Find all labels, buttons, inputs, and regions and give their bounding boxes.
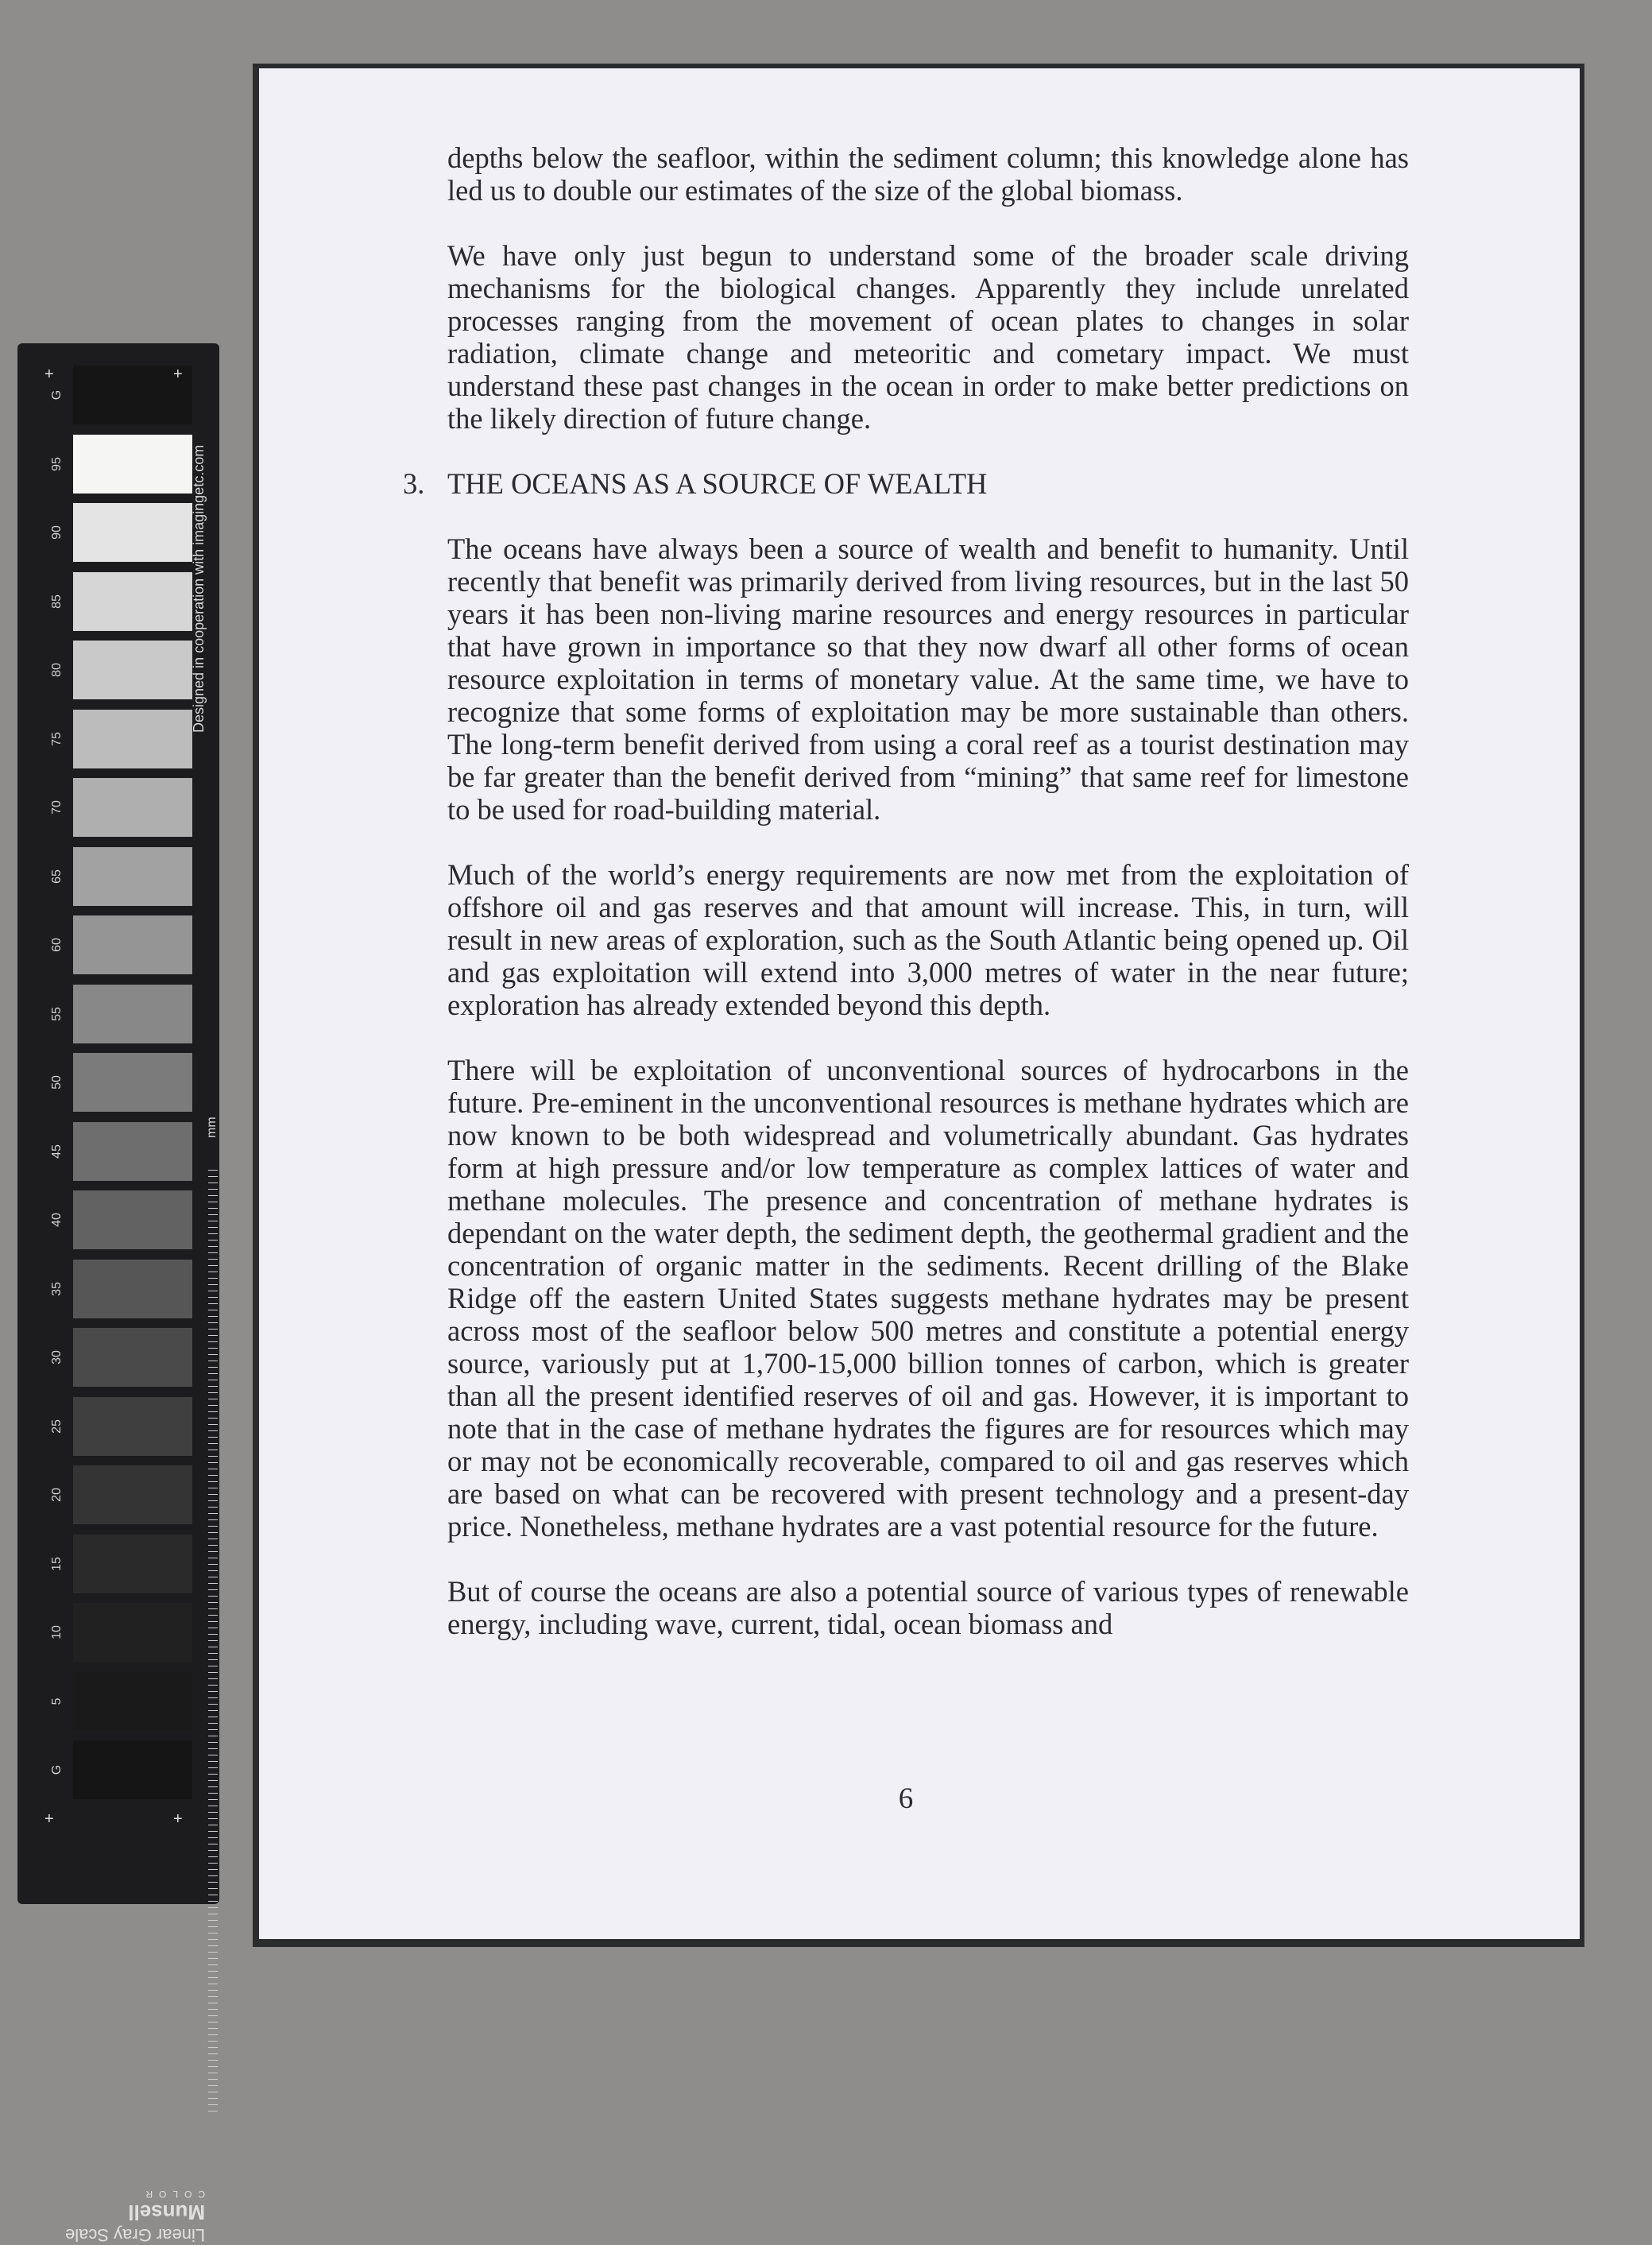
- gray-patch: [73, 503, 192, 562]
- registration-mark: +: [44, 1810, 54, 1828]
- gray-patch: [73, 641, 192, 699]
- section-heading: [403, 467, 1409, 500]
- gray-patch-label: 35: [50, 1281, 64, 1296]
- paragraph: We have only just begun to understand some of the broader scale driving mechanisms for the biological changes. Apparently they include unrelated processes ranging from the movement of ocean plates to changes in solar radiation, climate change and meteoritic and cometary impact. We must understand these past changes in the ocean in order to make better predictions on the likely direction of future change.: [447, 239, 1409, 435]
- document-body: [403, 141, 1409, 1673]
- gray-patch-label: 25: [50, 1419, 64, 1434]
- gray-patch: [73, 1053, 192, 1112]
- gray-patch-label: 15: [50, 1556, 64, 1571]
- gray-patch-label: 20: [50, 1488, 64, 1502]
- gray-patch-label: 85: [50, 594, 64, 609]
- gray-patch-label: 70: [50, 800, 64, 815]
- paragraph: But of course the oceans are also a potential source of various types of renewable energy, including wave, current, tidal, ocean biomass and: [447, 1575, 1409, 1640]
- gray-patch-label: 80: [50, 663, 64, 677]
- gray-scale-card: G 95 90 85 80 75 70 65 60 55 50 45 40 35 30 25 20 15 10 5 G + + + + mm Designed in cooperation with imagingetc.com Linear Gray Scale Munsell COLOR: [17, 343, 219, 1904]
- gray-patch-label: G: [50, 389, 64, 401]
- gray-patch: [73, 1740, 192, 1799]
- gray-patch-label: 55: [50, 1006, 64, 1021]
- registration-mark: +: [44, 366, 54, 383]
- ruler-unit: mm: [205, 1117, 219, 1138]
- gray-patch-label: 50: [50, 1075, 64, 1090]
- gray-patch-label: 30: [50, 1350, 64, 1364]
- munsell-brand: [65, 2189, 205, 2245]
- gray-patch: [73, 1397, 192, 1456]
- gray-patch: [73, 985, 192, 1043]
- gray-patch-label: 95: [50, 456, 64, 471]
- registration-mark: +: [173, 1810, 183, 1828]
- paragraph: There will be exploitation of unconventional sources of hydrocarbons in the future. Pre-eminent in the unconventional resources is methane hydrates which are now known to be both widespread and volumetrically abundant. Gas hydrates form at high pressure and/or low temperature as complex lattices of water and methane molecules. The presence and concentration of methane hydrates is dependant on the water depth, the sediment depth, the geothermal gradient and the concentration of organic matter in the sediments. Recent drilling of the Blake Ridge off the eastern United States suggests methane hydrates may be present across most of the seafloor below 500 metres and constitute a potential energy source, variously put at 1,700-15,000 billion tonnes of carbon, which is greater than all the present identified reserves of oil and gas. However, it is important to note that in the case of methane hydrates the figures are for resources which may or may not be economically recoverable, compared to oil and gas reserves which are based on what can be recovered with present technology and a present-day price. Nonetheless, methane hydrates are a vast potential resource for the future.: [447, 1054, 1409, 1542]
- registration-mark: +: [173, 366, 183, 383]
- gray-patch-label: 10: [50, 1625, 64, 1639]
- gray-patch-label: 65: [50, 869, 64, 884]
- gray-patch: [73, 1190, 192, 1249]
- gray-patch: [73, 572, 192, 631]
- gray-patch-label: 90: [50, 525, 64, 540]
- gray-patch-label: 5: [50, 1697, 64, 1705]
- gray-patch: [73, 847, 192, 906]
- section-title: THE OCEANS AS A SOURCE OF WEALTH: [447, 467, 988, 500]
- mm-ruler: [208, 1170, 218, 2112]
- paragraph: depths below the seafloor, within the sediment column; this knowledge alone has led us to double our estimates of the size of the global biomass.: [447, 141, 1409, 207]
- gray-patch-label: 75: [50, 731, 64, 746]
- card-title: Linear Gray Scale: [65, 2225, 206, 2245]
- gray-patch: [73, 1122, 192, 1181]
- gray-patch: [73, 1465, 192, 1524]
- gray-patch-label: 45: [50, 1144, 64, 1159]
- gray-patch: [73, 1672, 192, 1731]
- gray-patch: [73, 778, 192, 837]
- gray-patch: [73, 710, 192, 768]
- section-number: 3.: [403, 467, 425, 500]
- gray-patch: [73, 435, 192, 494]
- gray-patch: [73, 1535, 192, 1593]
- brand-logo: Munsell: [128, 2200, 206, 2224]
- gray-patch-label: G: [50, 1764, 64, 1775]
- gray-patch: [73, 1603, 192, 1662]
- brand-sub: COLOR: [139, 2189, 206, 2200]
- gray-patch: [73, 1328, 192, 1387]
- gray-patch: [73, 1260, 192, 1318]
- gray-patch-label: 40: [50, 1213, 64, 1227]
- gray-patch-label: 60: [50, 938, 64, 952]
- page-number: 6: [898, 1782, 914, 1815]
- paragraph: Much of the world’s energy requirements are now met from the exploitation of offshore oil and gas reserves and that amount will increase. This, in turn, will result in new areas of exploration, such as the South Atlantic being opened up. Oil and gas exploitation will extend into 3,000 metres of water in the near future; exploration has already extended beyond this depth.: [447, 858, 1409, 1021]
- paragraph: The oceans have always been a source of wealth and benefit to humanity. Until recently that benefit was primarily derived from living resources, but in the last 50 years it has been non-living marine resources and energy resources in particular that have grown in importance so that they now dwarf all other forms of ocean resource exploitation in terms of monetary value. At the same time, we have to recognize that some forms of exploitation may be more sustainable than others. The long-term benefit derived from using a coral reef as a tourist destination may be far greater than the benefit derived from “mining” that same reef for limestone to be used for road-building material.: [447, 532, 1409, 826]
- gray-patch: [73, 915, 192, 974]
